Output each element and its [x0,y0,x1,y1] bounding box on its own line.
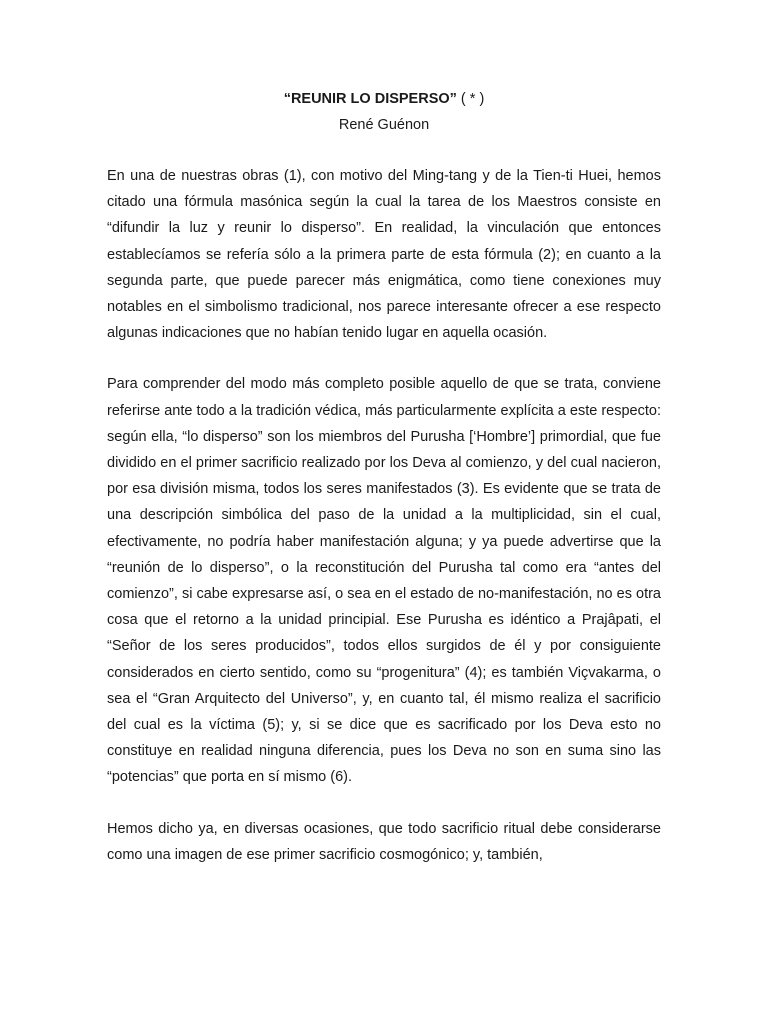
paragraph-1: En una de nuestras obras (1), con motivo del Ming-tang y de la Tien-ti Huei, hemos citado una fórmula masónica según la cual la tarea de los Maestros consiste en “difundir la luz y reunir lo disperso”. En realidad, la vinculación que entonces establecíamos se refería sólo a la primera parte de esta fórmula (2); en cuanto a la segunda parte, que puede parecer más enigmática, como tiene conexiones muy notables en el simbolismo tradicional, nos parece interesante ofrecer a ese respecto algunas indicaciones que no habían tenido lugar en aquella ocasión. [107,168,661,342]
title-footnote-marker: ( * ) [456,91,485,107]
document-body [107,163,661,893]
document-header [0,88,768,136]
document-title: “REUNIR LO DISPERSO” [283,91,457,107]
paragraph-3: Hemos dicho ya, en diversas ocasiones, que todo sacrificio ritual debe considerarse como una imagen de ese primer sacrificio cosmogónico; y, también, [107,820,661,863]
paragraph-2: Para comprender del modo más completo posible aquello de que se trata, conviene referirse ante todo a la tradición védica, más particularmente explícita a este respecto: según ella, “lo disperso” son los miembros del Purusha [‘Hombre’] primordial, que fue dividido en el primer sacrificio realizado por los Deva al comienzo, y del cual nacieron, por esa división misma, todos los seres manifestados (3). Es evidente que se trata de una descripción simbólica del paso de la unidad a la multiplicidad, sin el cual, efectivamente, no podría haber manifestación alguna; y ya puede advertirse que la “reunión de lo disperso”, o la reconstitución del Purusha tal como era “antes del comienzo”, si cabe expresarse así, o sea en el estado de no-manifestación, no es otra cosa que el retorno a la unidad principial. Ese Purusha es idéntico a Prajâpati, el “Señor de los seres producidos”, todos ellos surgidos de él y por consiguiente considerados en cierto sentido, como su “progenitura” (4); es también Viçvakarma, o sea el “Gran Arquitecto del Universo”, y, en cuanto tal, él mismo realiza el sacrificio del cual es la víctima (5); y, si se dice que es sacrificado por los Deva esto no constituye en realidad ninguna diferencia, pues los Deva no son en suma sino las “potencias” que porta en sí mismo (6). [107,376,661,786]
document-author: René Guénon [338,117,430,133]
title-line [0,88,768,110]
